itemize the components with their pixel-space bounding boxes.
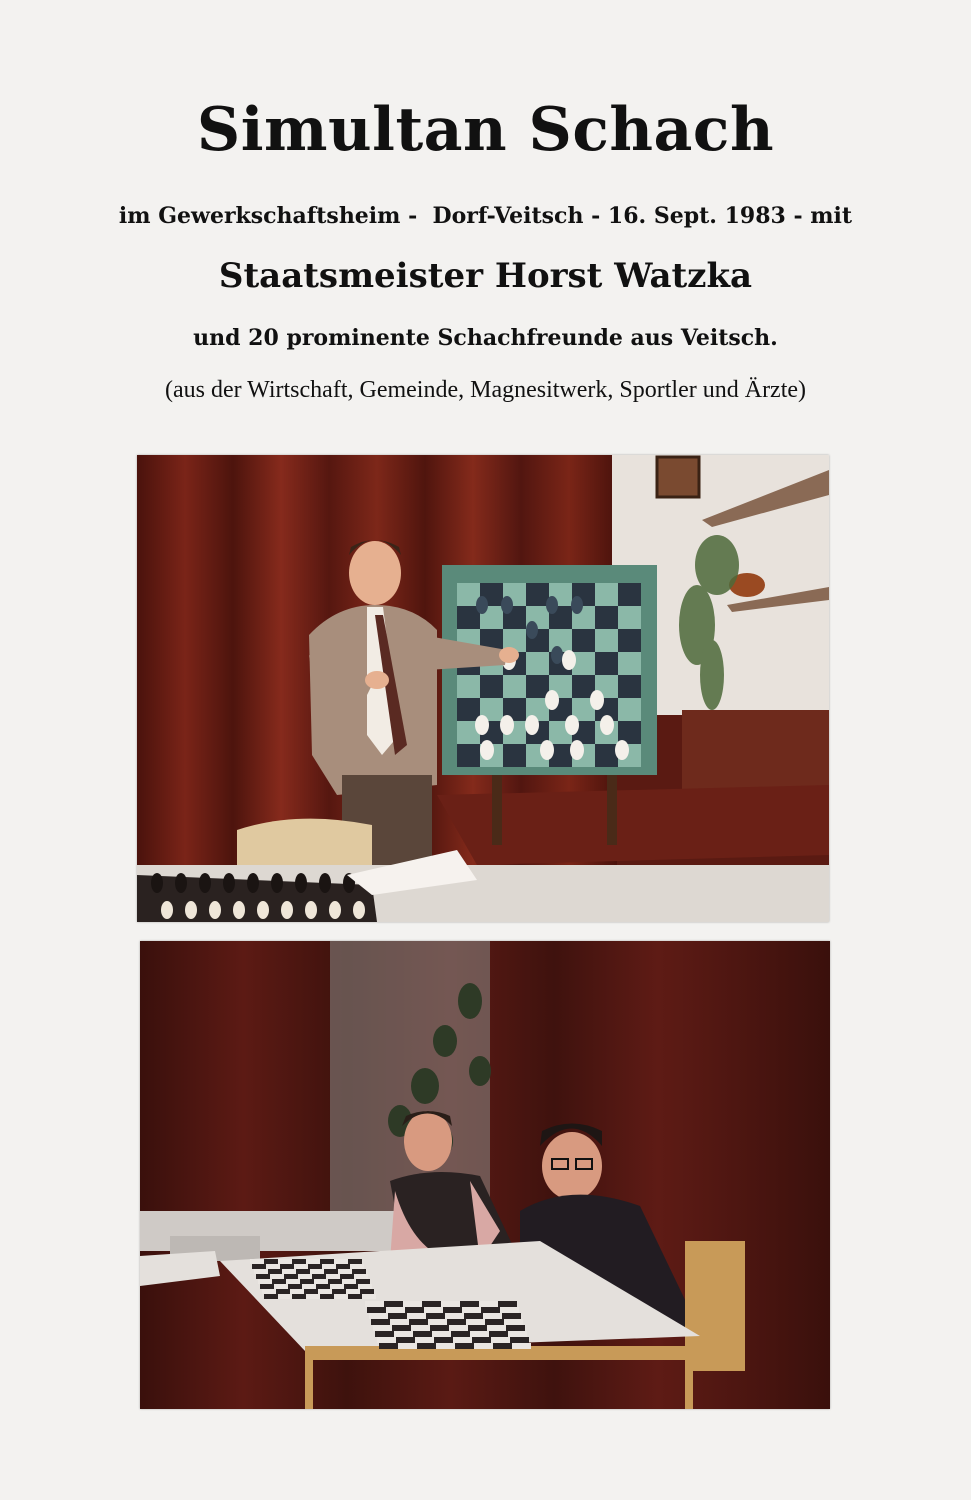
participants-line: und 20 prominente Schachfreunde aus Veitsch. xyxy=(193,325,778,351)
players-photo xyxy=(140,941,830,1409)
poster-title: Simultan Schach xyxy=(196,95,775,165)
event-details: im Gewerkschaftsheim - Dorf-Veitsch - 16. Sept. 1983 - mit xyxy=(118,203,853,229)
players-photo-image xyxy=(140,941,830,1409)
lecture-photo xyxy=(137,455,829,922)
lecture-photo-image xyxy=(137,455,829,922)
master-name: Staatsmeister Horst Watzka xyxy=(218,256,753,296)
participants-origin: (aus der Wirtschaft, Gemeinde, Magnesitwerk, Sportler und Ärzte) xyxy=(164,377,807,403)
